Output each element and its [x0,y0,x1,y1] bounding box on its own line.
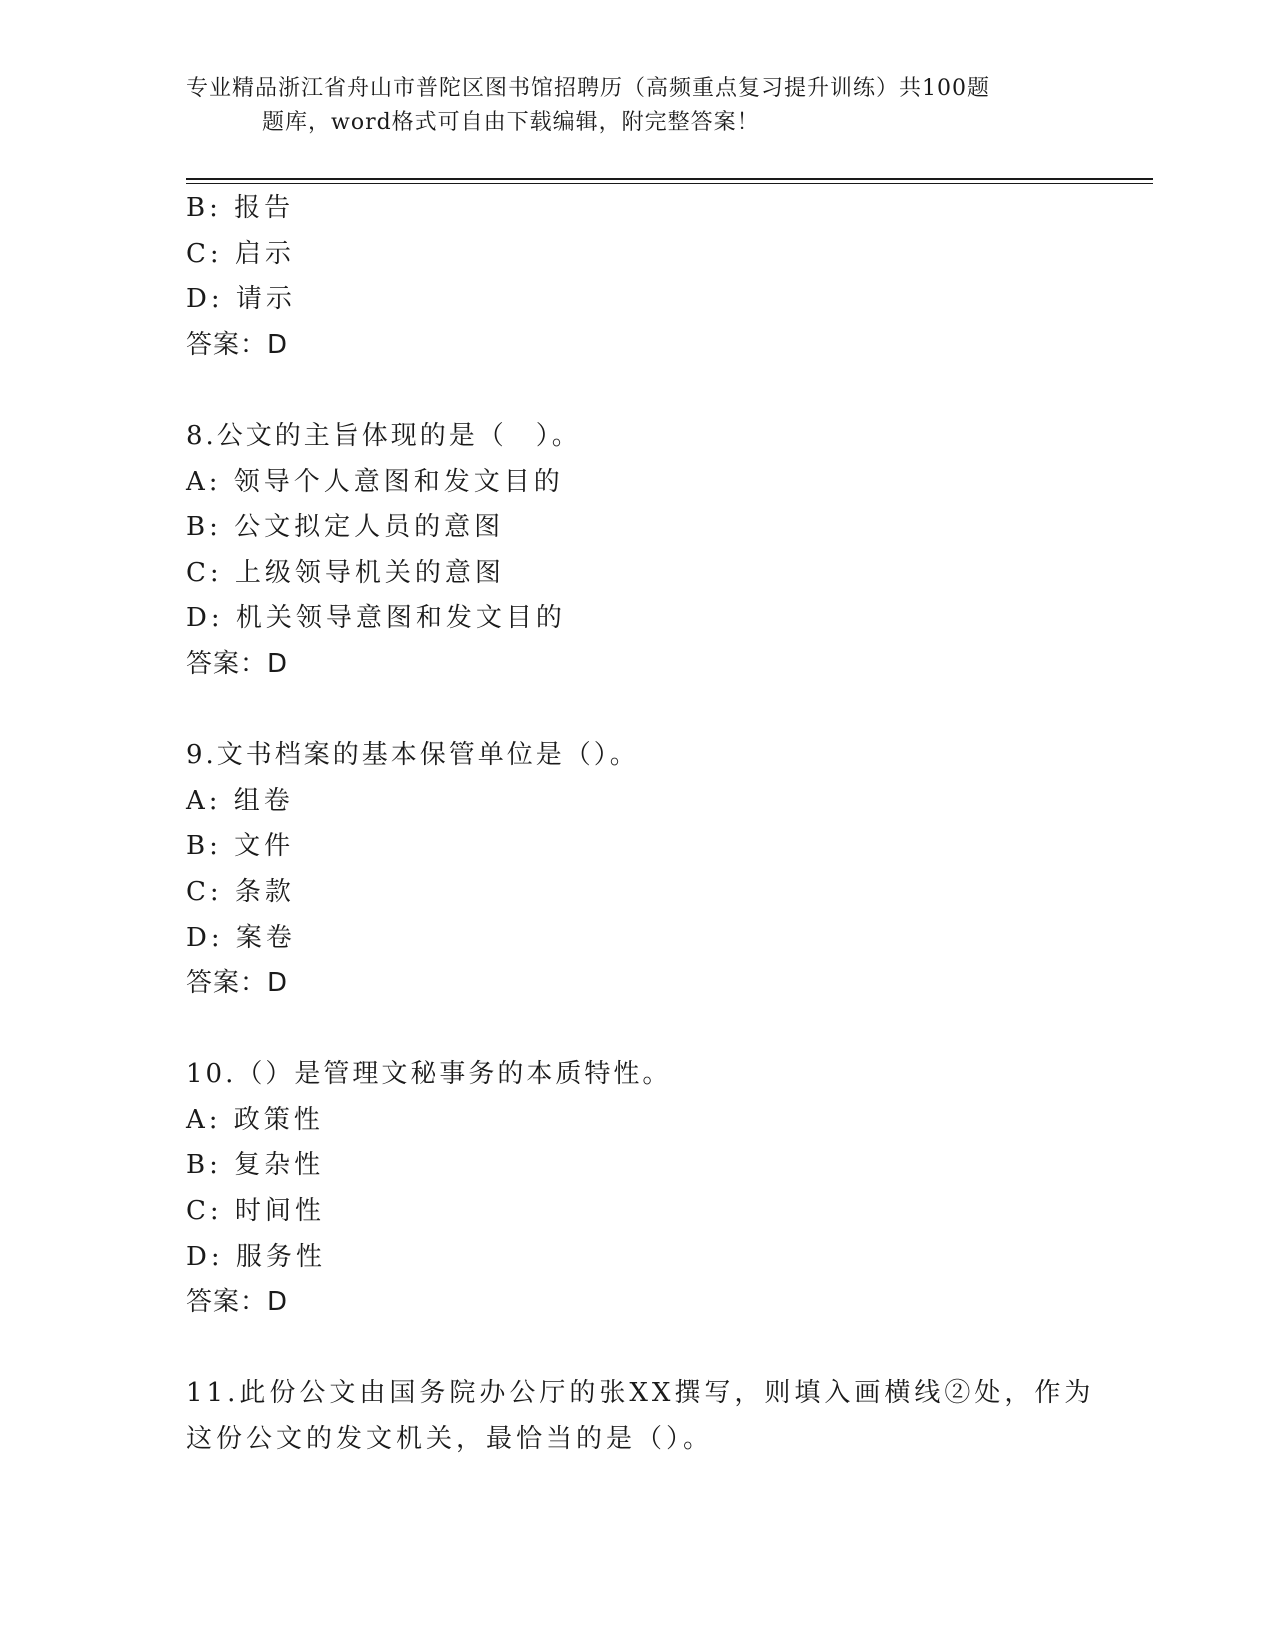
spacer [186,688,1066,734]
option-c: C: 上级领导机关的意图 [186,557,505,588]
question-8 [186,414,1066,688]
option-b: B: 公文拟定人员的意图 [186,512,505,543]
option-a: A: 领导个人意图和发文目的 [186,466,564,497]
question-stem-line-2: 这份公文的发文机关，最恰当的是（）。 [186,1424,714,1455]
option-b: B: 复杂性 [186,1150,325,1181]
spacer [186,1326,1066,1372]
header-title-line-2: 题库，word格式可自由下载编辑，附完整答案！ [262,110,760,135]
option-b: B: 报告 [186,193,295,223]
answer-line: 答案：D [186,1287,289,1318]
option-d: D: 服务性 [186,1241,326,1272]
header-title-line-1: 专业精品浙江省舟山市普陀区图书馆招聘历（高频重点复习提升训练）共100题 [186,76,990,101]
question-stem-line-1: 11.此份公文由国务院办公厅的张XX撰写，则填入画横线②处，作为 [186,1378,1095,1409]
question-stem: 9.文书档案的基本保管单位是（）。 [186,740,639,771]
spacer [186,368,1066,414]
page-header [186,72,1066,140]
option-a: A: 政策性 [186,1104,324,1135]
question-7-continued [186,186,1066,368]
question-10 [186,1052,1066,1326]
option-d: D: 案卷 [186,922,296,953]
option-d: D: 请示 [186,284,296,315]
answer-line: 答案：D [186,968,289,999]
option-c: C: 时间性 [186,1196,325,1227]
question-stem: 8.公文的主旨体现的是（ ）。 [186,420,581,451]
answer-line: 答案：D [186,329,289,360]
option-d: D: 机关领导意图和发文目的 [186,603,566,634]
spacer [186,1007,1066,1053]
question-stem: 10.（）是管理文秘事务的本质特性。 [186,1059,672,1090]
answer-line: 答案：D [186,648,289,679]
question-9 [186,733,1066,1007]
document-body [186,186,1095,1463]
option-c: C: 条款 [186,876,295,907]
option-b: B: 文件 [186,831,295,862]
header-rule-thick [186,178,1153,180]
option-a: A: 组卷 [186,785,294,816]
header-rule-thin [186,183,1153,184]
question-11 [186,1371,1095,1462]
option-c: C: 启示 [186,238,295,269]
